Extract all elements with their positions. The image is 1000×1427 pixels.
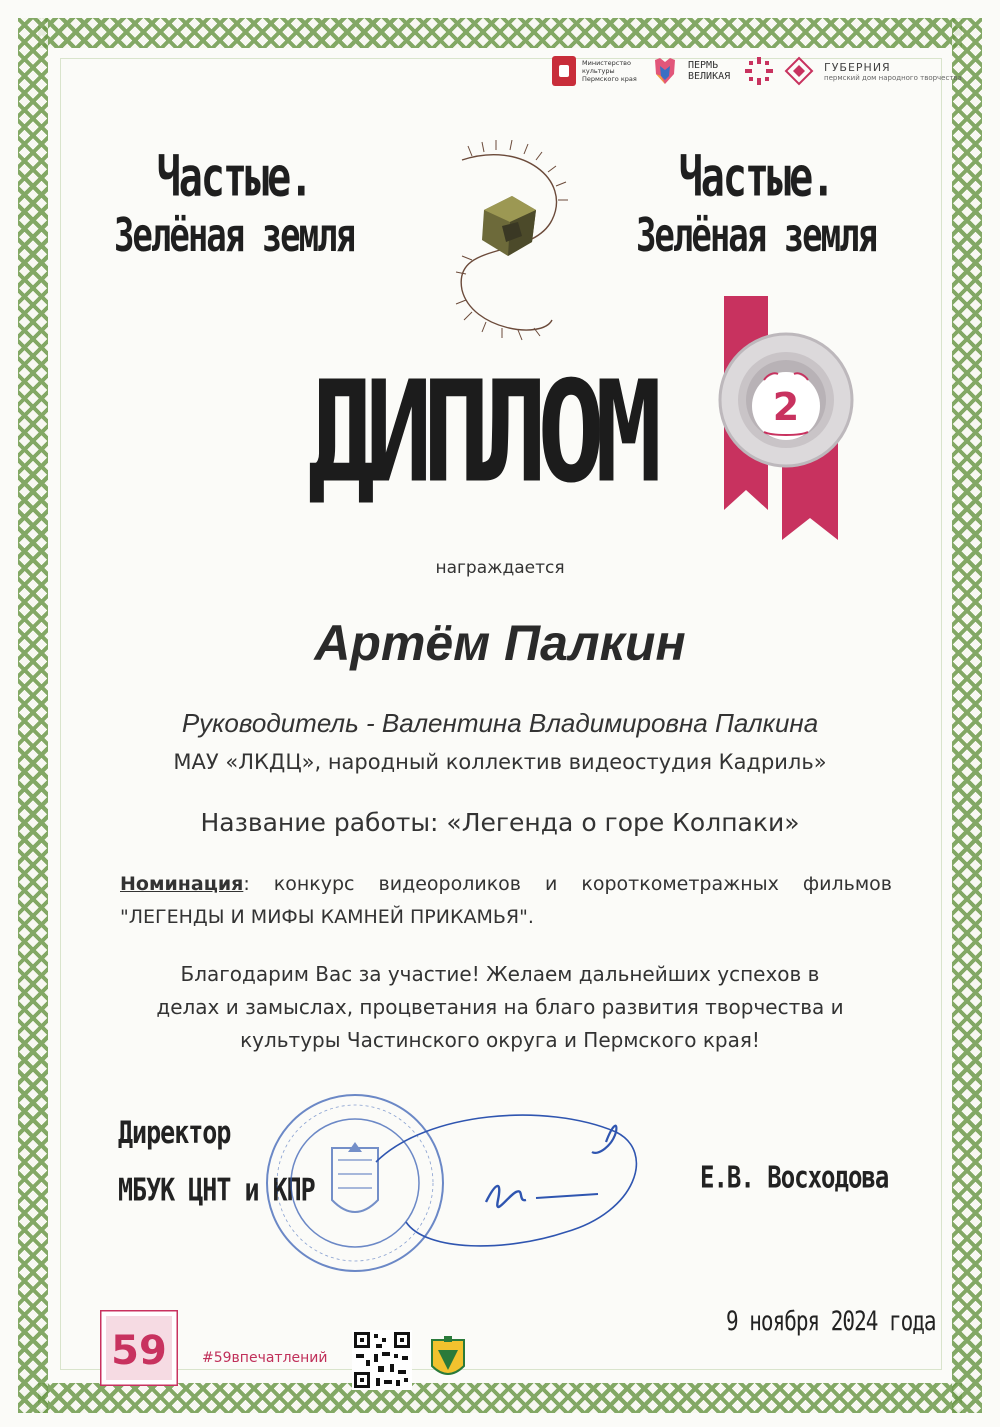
festival-title-line2: Зелёная земля [635,209,877,264]
medal-place-number: 2 [772,385,800,429]
director-line: Директор [118,1114,231,1151]
diploma-title: ДИПЛОМ [307,351,653,515]
qr-code [352,1330,412,1390]
ornament-border-top [38,18,962,48]
perm-bear-icon [652,56,678,86]
partner-logos [552,46,962,96]
fern-stone-emblem-icon [432,140,582,350]
thanks-paragraph [140,958,860,1057]
second-place-medal-icon [706,296,856,546]
organization-line: МАУ «ЛКДЦ», народный коллектив видеостудия Кадриль» [173,750,827,774]
awarded-label: награждается [435,558,565,578]
gubernia-diamond-icon [784,56,814,86]
hashtag-text: #59впечатлений [202,1350,328,1366]
gubernia-subtitle: пермский дом народного творчества [824,73,962,82]
thanks-line: Благодарим Вас за участие! Желаем дальнейших успехов в [180,962,820,986]
thanks-line: делах и замыслах, процветания на благо развития творчества и [156,995,844,1019]
winner-name: Артём Палкин [314,615,686,671]
gubernia-title: ГУБЕРНИЯ [824,60,891,74]
gubernia-logo [824,61,962,82]
festival-title-line1: Частые. [678,146,834,210]
festival-title-line1: Частые. [156,146,312,210]
festival-title-left [74,147,394,263]
director-line: МБУК ЦНТ и КПР [118,1171,315,1208]
ornament-border-bottom [38,1383,962,1413]
perm-logo-text: ПЕРМЬ ВЕЛИКАЯ [688,60,731,82]
thanks-line: культуры Частинского округа и Пермского края! [240,1028,760,1052]
ministry-logo [552,56,642,86]
nomination-label: Номинация [120,873,244,895]
nomination-paragraph [120,868,892,934]
handwritten-signature [366,1102,666,1272]
59-impressions-logo [100,1310,178,1386]
district-crest-icon [428,1336,468,1384]
issue-date: 9 ноября 2024 года [726,1306,936,1336]
festival-title-right [596,147,916,263]
work-title-line: Название работы: «Легенда о горе Колпаки» [200,808,800,837]
signer-name: Е.В. Восходова [700,1160,889,1195]
perm-crest-icon [552,56,576,86]
ministry-logo-text: Министерство культуры Пермского края [582,59,637,83]
gubernia-ornament-icon [744,56,774,86]
festival-title-line2: Зелёная земля [113,209,355,264]
59-logo-number: 59 [111,1328,167,1374]
leader-line: Руководитель - Валентина Владимировна Палкина [181,708,819,738]
nomination-text: : конкурс видеороликов и короткометражных фильмов "ЛЕГЕНДЫ И МИФЫ КАМНЕЙ ПРИКАМЬЯ". [120,873,892,928]
